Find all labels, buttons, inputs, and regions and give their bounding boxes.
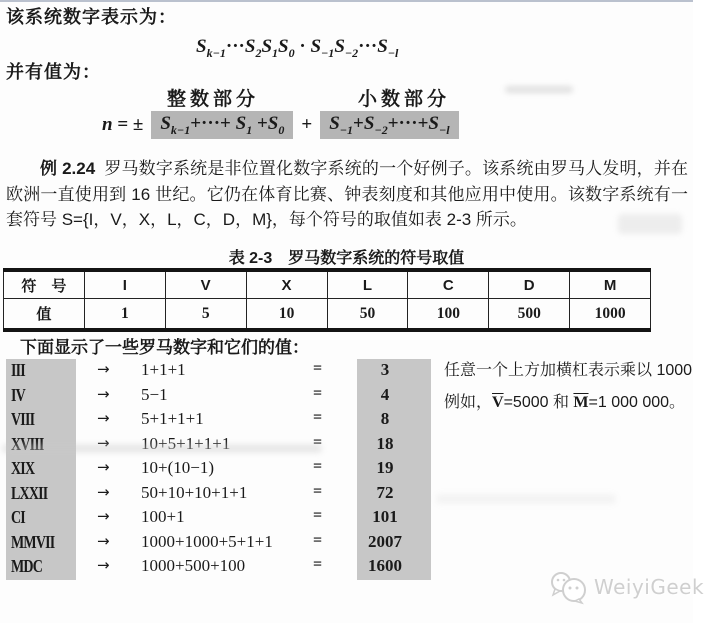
roman-numeral: CI — [11, 507, 25, 527]
example-paragraph — [6, 156, 688, 233]
equals-sign: = — [313, 531, 323, 549]
decimal-value: 3 — [380, 360, 390, 379]
equals-sign: = — [313, 507, 323, 524]
equals-sign: = — [313, 409, 323, 426]
formula-symbol: S — [160, 113, 171, 134]
value-formula — [102, 111, 459, 139]
example-row — [0, 555, 450, 580]
expansion-expression: 1000+1000+5+1+1 — [141, 531, 273, 551]
table-caption: 表 2-3 罗马数字系统的符号取值 — [228, 250, 465, 267]
arrow-icon: → — [97, 507, 110, 525]
formula-symbol: S — [196, 36, 207, 57]
heading-number-representation: 该系统数字表示为： — [6, 7, 177, 27]
formula-symbol: S — [329, 113, 340, 134]
arrow-icon: → — [97, 531, 110, 550]
decimal-value: 8 — [380, 409, 390, 428]
digit-sequence-formula: $S_{k-1}\cdot\cdot\cdot S_2S_1S_0 \cdot S_{-1}S_{-2}\cdot\cdot\cdot S_{-l}$ — [196, 36, 399, 60]
decimal-value: 1600 — [368, 556, 402, 575]
heading-value: 并有值为： — [6, 62, 101, 82]
expansion-expression: 5−1 — [141, 384, 168, 404]
expansion-expression: 50+10+10+1+1 — [141, 482, 248, 502]
equals-sign: = — [313, 556, 323, 573]
example-row — [0, 506, 450, 531]
overline-note-line2: 例如，$\overline{V}=5000$ 和 $\overline{M}=1$ 000 000。 — [444, 394, 686, 411]
scan-artifact — [618, 214, 682, 234]
roman-numeral: LXXII — [11, 482, 48, 503]
watermark — [548, 570, 704, 604]
decimal-value: 4 — [380, 384, 390, 404]
equals-sign: = — [313, 458, 323, 475]
roman-numeral: MMVII — [11, 531, 55, 552]
overlined-symbol: $\overline{M}$ — [573, 394, 589, 411]
value-cell: 500 — [489, 299, 570, 331]
equals-sign: = — [313, 433, 323, 451]
expansion-expression: 10+(10−1) — [141, 458, 214, 477]
value-row-label: 值 — [4, 299, 85, 331]
value-cell: 10 — [246, 299, 327, 331]
formula-symbol: S — [235, 113, 247, 134]
roman-symbol-table — [3, 268, 651, 332]
roman-numeral: IV — [11, 384, 25, 405]
wechat-icon — [548, 570, 588, 604]
roman-numeral: VIII — [11, 409, 35, 429]
formula-symbol: S — [310, 36, 322, 57]
arrow-icon: → — [97, 433, 110, 452]
symbol-cell: V — [165, 270, 246, 299]
scan-bleed-streak — [436, 494, 616, 504]
fraction-part-box: $S_{-1}+S_{-2}+\cdot\cdot\cdot+S_{-l}$ — [320, 111, 458, 139]
scan-bleed-streak — [2, 444, 322, 453]
example-row — [0, 457, 450, 482]
expansion-expression: 1000+500+100 — [141, 556, 246, 575]
formula-symbol: S — [334, 36, 345, 57]
formula-prefix: n = ± — [102, 114, 144, 135]
arrow-icon: → — [97, 458, 110, 476]
symbol-row-label: 符 号 — [4, 270, 85, 299]
overlined-symbol: $\overline{V}$ — [492, 394, 504, 411]
formula-symbol: S — [261, 36, 273, 57]
formula-symbol: S — [363, 113, 375, 134]
symbol-cell: C — [408, 270, 489, 299]
value-cell: 5 — [165, 299, 246, 331]
examples-intro: 下面显示了一些罗马数字和它们的值： — [20, 338, 309, 357]
formula-symbol: S — [244, 36, 256, 57]
example-row — [0, 531, 450, 556]
formula-symbol: S — [267, 113, 279, 134]
example-row — [0, 359, 450, 384]
integer-part-label: 整数部分 — [167, 89, 260, 110]
symbol-cell: I — [84, 270, 165, 299]
value-cell: 50 — [327, 299, 408, 331]
formula-symbol: n — [102, 114, 113, 135]
formula-symbol: S — [278, 36, 289, 57]
example-row — [0, 408, 450, 433]
decimal-value: 19 — [376, 458, 394, 477]
value-cell: 1000 — [570, 299, 651, 331]
example-row — [0, 384, 450, 409]
expansion-expression: 10+5+1+1+1 — [141, 433, 231, 453]
symbol-row — [4, 270, 651, 299]
fraction-part-label: 小数部分 — [358, 89, 451, 110]
arrow-icon: → — [97, 384, 110, 403]
examples-list — [0, 359, 450, 580]
watermark-label: WeiyiGeek — [594, 575, 704, 599]
scan-edge-line — [0, 0, 693, 2]
symbol-cell: D — [489, 270, 570, 299]
equals-sign: = — [313, 384, 323, 402]
symbol-cell: M — [570, 270, 651, 299]
formula-symbol: S — [377, 36, 388, 57]
symbol-cell: L — [327, 270, 408, 299]
decimal-value: 18 — [376, 433, 394, 453]
roman-numeral: MDC — [11, 556, 43, 576]
roman-numeral: III — [11, 360, 25, 380]
value-cell: 1 — [84, 299, 165, 331]
roman-numeral: XIX — [11, 458, 35, 478]
integer-part-box: $S_{k-1}+\cdot\cdot\cdot+ S_1 +S_0$ — [151, 111, 293, 139]
expansion-expression: 100+1 — [141, 507, 185, 526]
scan-artifact — [505, 86, 573, 93]
example-paragraph-text: 罗马数字系统是非位置化数字系统的一个好例子。该系统由罗马人发明，并在欧洲一直使用到 16 世纪。它仍在体育比赛、钟表刻度和其他应用中使用。该数字系统有一套符号 S={I，V，X，L，C，D，M}，每个符号的取值如表 2-3 所示。 — [6, 159, 688, 229]
arrow-icon: → — [97, 482, 110, 501]
plus-operator: + — [301, 114, 313, 135]
equals-sign: = — [313, 482, 323, 500]
value-row — [4, 299, 651, 331]
decimal-value: 101 — [372, 507, 398, 526]
roman-numeral: XVIII — [11, 433, 44, 454]
decimal-value: 72 — [376, 482, 394, 502]
arrow-icon: → — [97, 409, 110, 427]
overline-note-line1: 任意一个上方加横杠表示乘以 1000 — [444, 362, 693, 379]
example-row — [0, 482, 450, 507]
value-cell: 100 — [408, 299, 489, 331]
expansion-expression: 5+1+1+1 — [141, 409, 204, 428]
decimal-value: 2007 — [368, 531, 402, 551]
expansion-expression: 1+1+1 — [141, 360, 186, 379]
arrow-icon: → — [97, 556, 110, 574]
arrow-icon: → — [97, 360, 110, 378]
formula-symbol: S — [428, 113, 439, 134]
symbol-cell: X — [246, 270, 327, 299]
example-number-label: 例 2.24 — [40, 159, 96, 178]
equals-sign: = — [313, 360, 323, 377]
